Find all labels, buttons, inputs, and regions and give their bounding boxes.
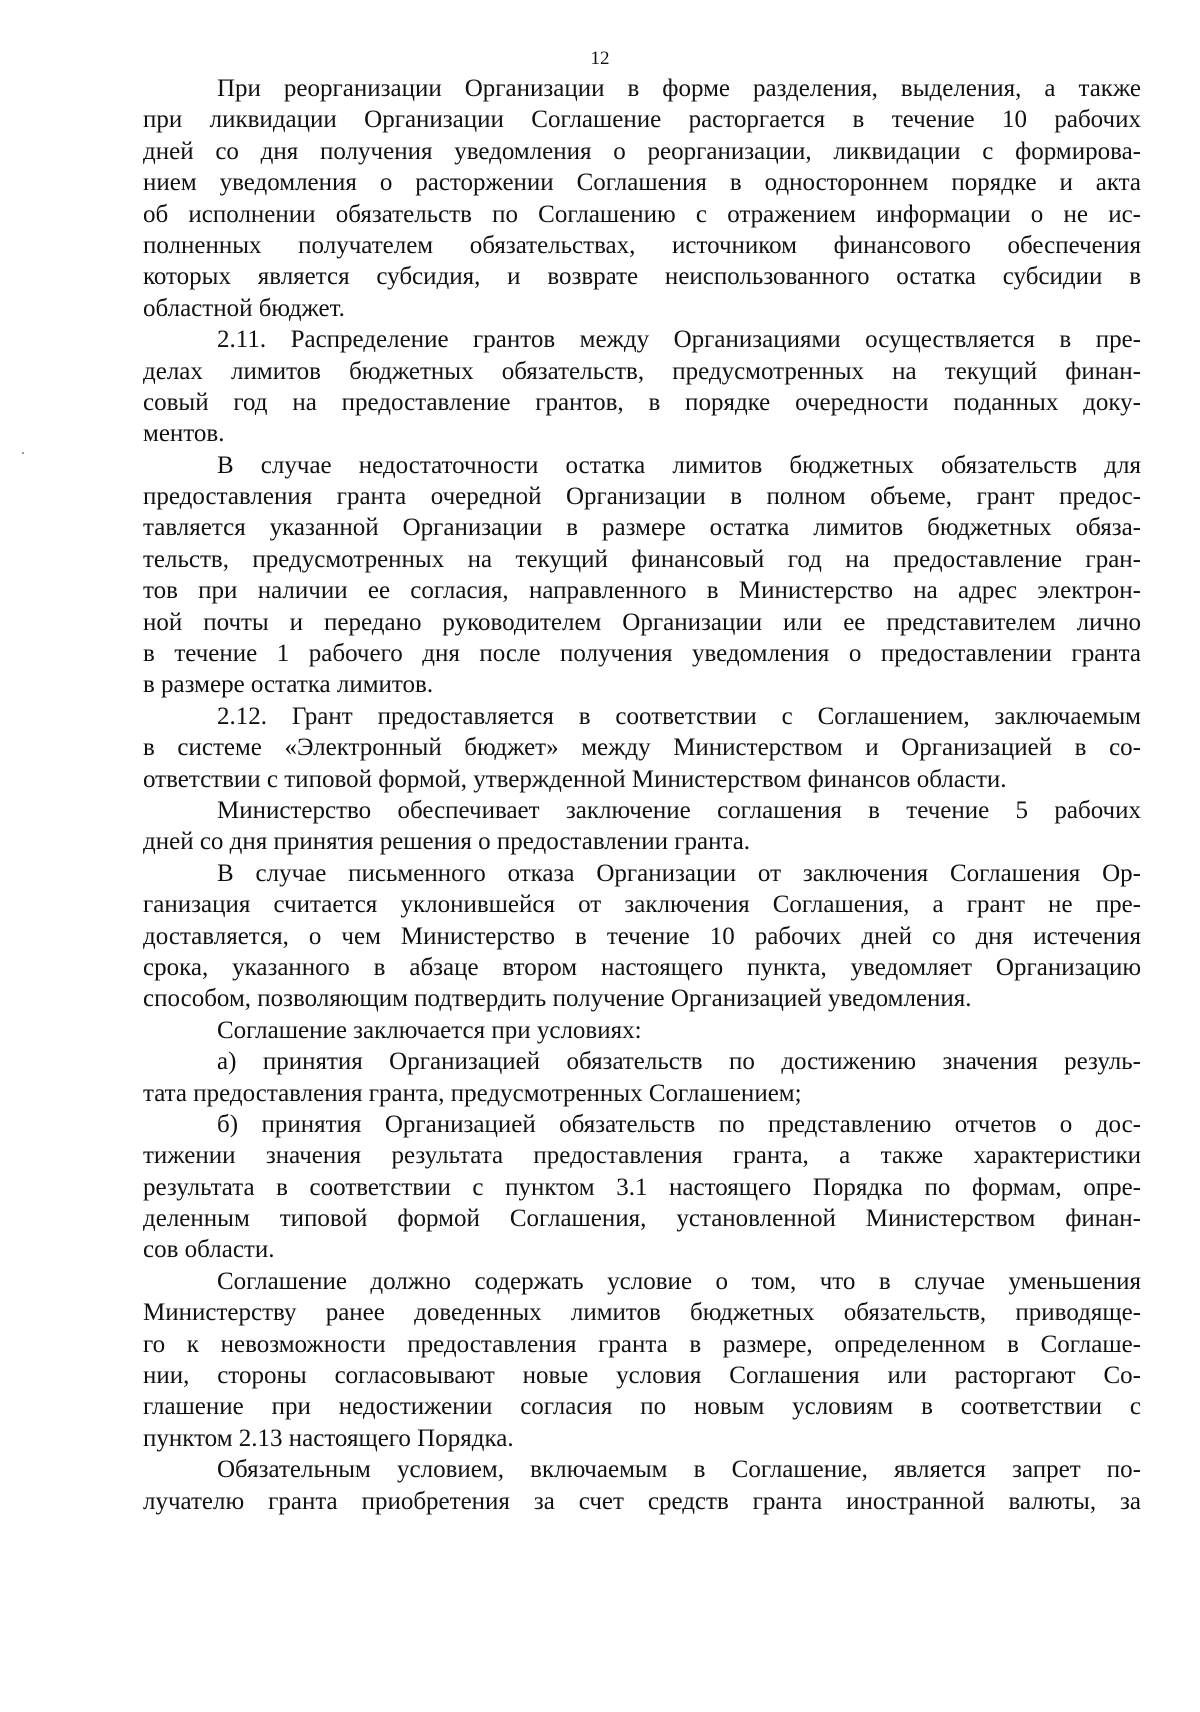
text-line: го к невозможности предоставления гранта в размере, определенном в Соглаше- <box>143 1330 1141 1358</box>
text-line: нием уведомления о расторжении Соглашения в одностороннем порядке и акта <box>143 169 1141 197</box>
text-line: Соглашение заключается при условиях: <box>217 1016 642 1044</box>
text-line: 2.11. Распределение грантов между Организациями осуществляется в пре- <box>217 326 1141 354</box>
page-number: 12 <box>590 48 610 69</box>
body-text <box>143 73 1141 1517</box>
text-line: результата в соответствии с пунктом 3.1 настоящего Порядка по формам, опре- <box>143 1173 1141 1201</box>
text-line: сов области. <box>143 1236 275 1264</box>
text-line: тельств, предусмотренных на текущий финансовый год на предоставление гран- <box>143 545 1141 573</box>
text-line: ответствии с типовой формой, утвержденной Министерством финансов области. <box>143 765 1007 793</box>
text-line: ганизация считается уклонившейся от заключения Соглашения, а грант не пре- <box>143 891 1141 919</box>
text-line: нии, стороны согласовывают новые условия Соглашения или расторгают Со- <box>143 1362 1141 1390</box>
text-line: тов при наличии ее согласия, направленного в Министерство на адрес электрон- <box>143 577 1141 605</box>
text-line: срока, указанного в абзаце втором настоящего пункта, уведомляет Организацию <box>143 953 1141 981</box>
text-line: областной бюджет. <box>143 294 345 322</box>
text-line: полненных получателем обязательствах, источником финансового обеспечения <box>143 231 1141 259</box>
text-line: доставляется, о чем Министерство в течение 10 рабочих дней со дня истечения <box>143 922 1141 950</box>
text-line: При реорганизации Организации в форме разделения, выделения, а также <box>217 75 1141 102</box>
text-line: делах лимитов бюджетных обязательств, предусмотренных на текущий финан- <box>143 357 1141 385</box>
text-line: тата предоставления гранта, предусмотренных Соглашением; <box>143 1079 802 1107</box>
text-line: об исполнении обязательств по Соглашению с отражением информации о не ис- <box>143 200 1141 228</box>
text-line: пунктом 2.13 настоящего Порядка. <box>143 1424 514 1452</box>
text-line: лучателю гранта приобретения за счет средств гранта иностранной валюты, за <box>143 1487 1141 1515</box>
text-line: дней со дня получения уведомления о реорганизации, ликвидации с формирова- <box>143 137 1141 165</box>
text-line: совый год на предоставление грантов, в порядке очередности поданных доку- <box>143 388 1141 416</box>
text-line: способом, позволяющим подтвердить получение Организацией уведомления. <box>143 985 972 1013</box>
text-line: Министерству ранее доведенных лимитов бюджетных обязательств, приводяще- <box>143 1299 1141 1327</box>
text-line: которых является субсидия, и возврате неиспользованного остатка субсидии в <box>143 263 1141 291</box>
text-line: Министерство обеспечивает заключение соглашения в течение 5 рабочих <box>217 796 1141 824</box>
text-line: В случае недостаточности остатка лимитов бюджетных обязательств для <box>217 451 1141 479</box>
text-line: тавляется указанной Организации в размере остатка лимитов бюджетных обяза- <box>143 514 1141 542</box>
text-line: 2.12. Грант предоставляется в соответствии с Соглашением, заключаемым <box>217 702 1141 730</box>
margin-dot <box>22 452 24 454</box>
text-line: предоставления гранта очередной Организации в полном объеме, грант предос- <box>143 483 1141 511</box>
text-line: в размере остатка лимитов. <box>143 671 434 699</box>
text-line: в системе «Электронный бюджет» между Министерством и Организацией в со- <box>143 734 1141 762</box>
text-line: в течение 1 рабочего дня после получения уведомления о предоставлении гранта <box>143 640 1141 668</box>
text-line: Обязательным условием, включаемым в Соглашение, является запрет по- <box>217 1456 1141 1484</box>
text-line: б) принятия Организацией обязательств по представлению отчетов о дос- <box>217 1110 1141 1138</box>
text-line: ментов. <box>143 420 225 448</box>
text-line: глашение при недостижении согласия по новым условиям в соответствии с <box>143 1393 1141 1421</box>
text-line: тижении значения результата предоставления гранта, а также характеристики <box>143 1142 1141 1170</box>
text-line: а) принятия Организацией обязательств по достижению значения резуль- <box>217 1048 1141 1076</box>
text-line: ной почты и передано руководителем Организации или ее представителем лично <box>143 608 1141 636</box>
text-line: деленным типовой формой Соглашения, установленной Министерством финан- <box>143 1205 1141 1233</box>
text-line: Соглашение должно содержать условие о том, что в случае уменьшения <box>217 1267 1141 1295</box>
text-line: дней со дня принятия решения о предоставлении гранта. <box>143 828 751 856</box>
text-line: В случае письменного отказа Организации от заключения Соглашения Ор- <box>217 859 1141 887</box>
text-line: при ликвидации Организации Соглашение расторгается в течение 10 рабочих <box>143 106 1141 134</box>
